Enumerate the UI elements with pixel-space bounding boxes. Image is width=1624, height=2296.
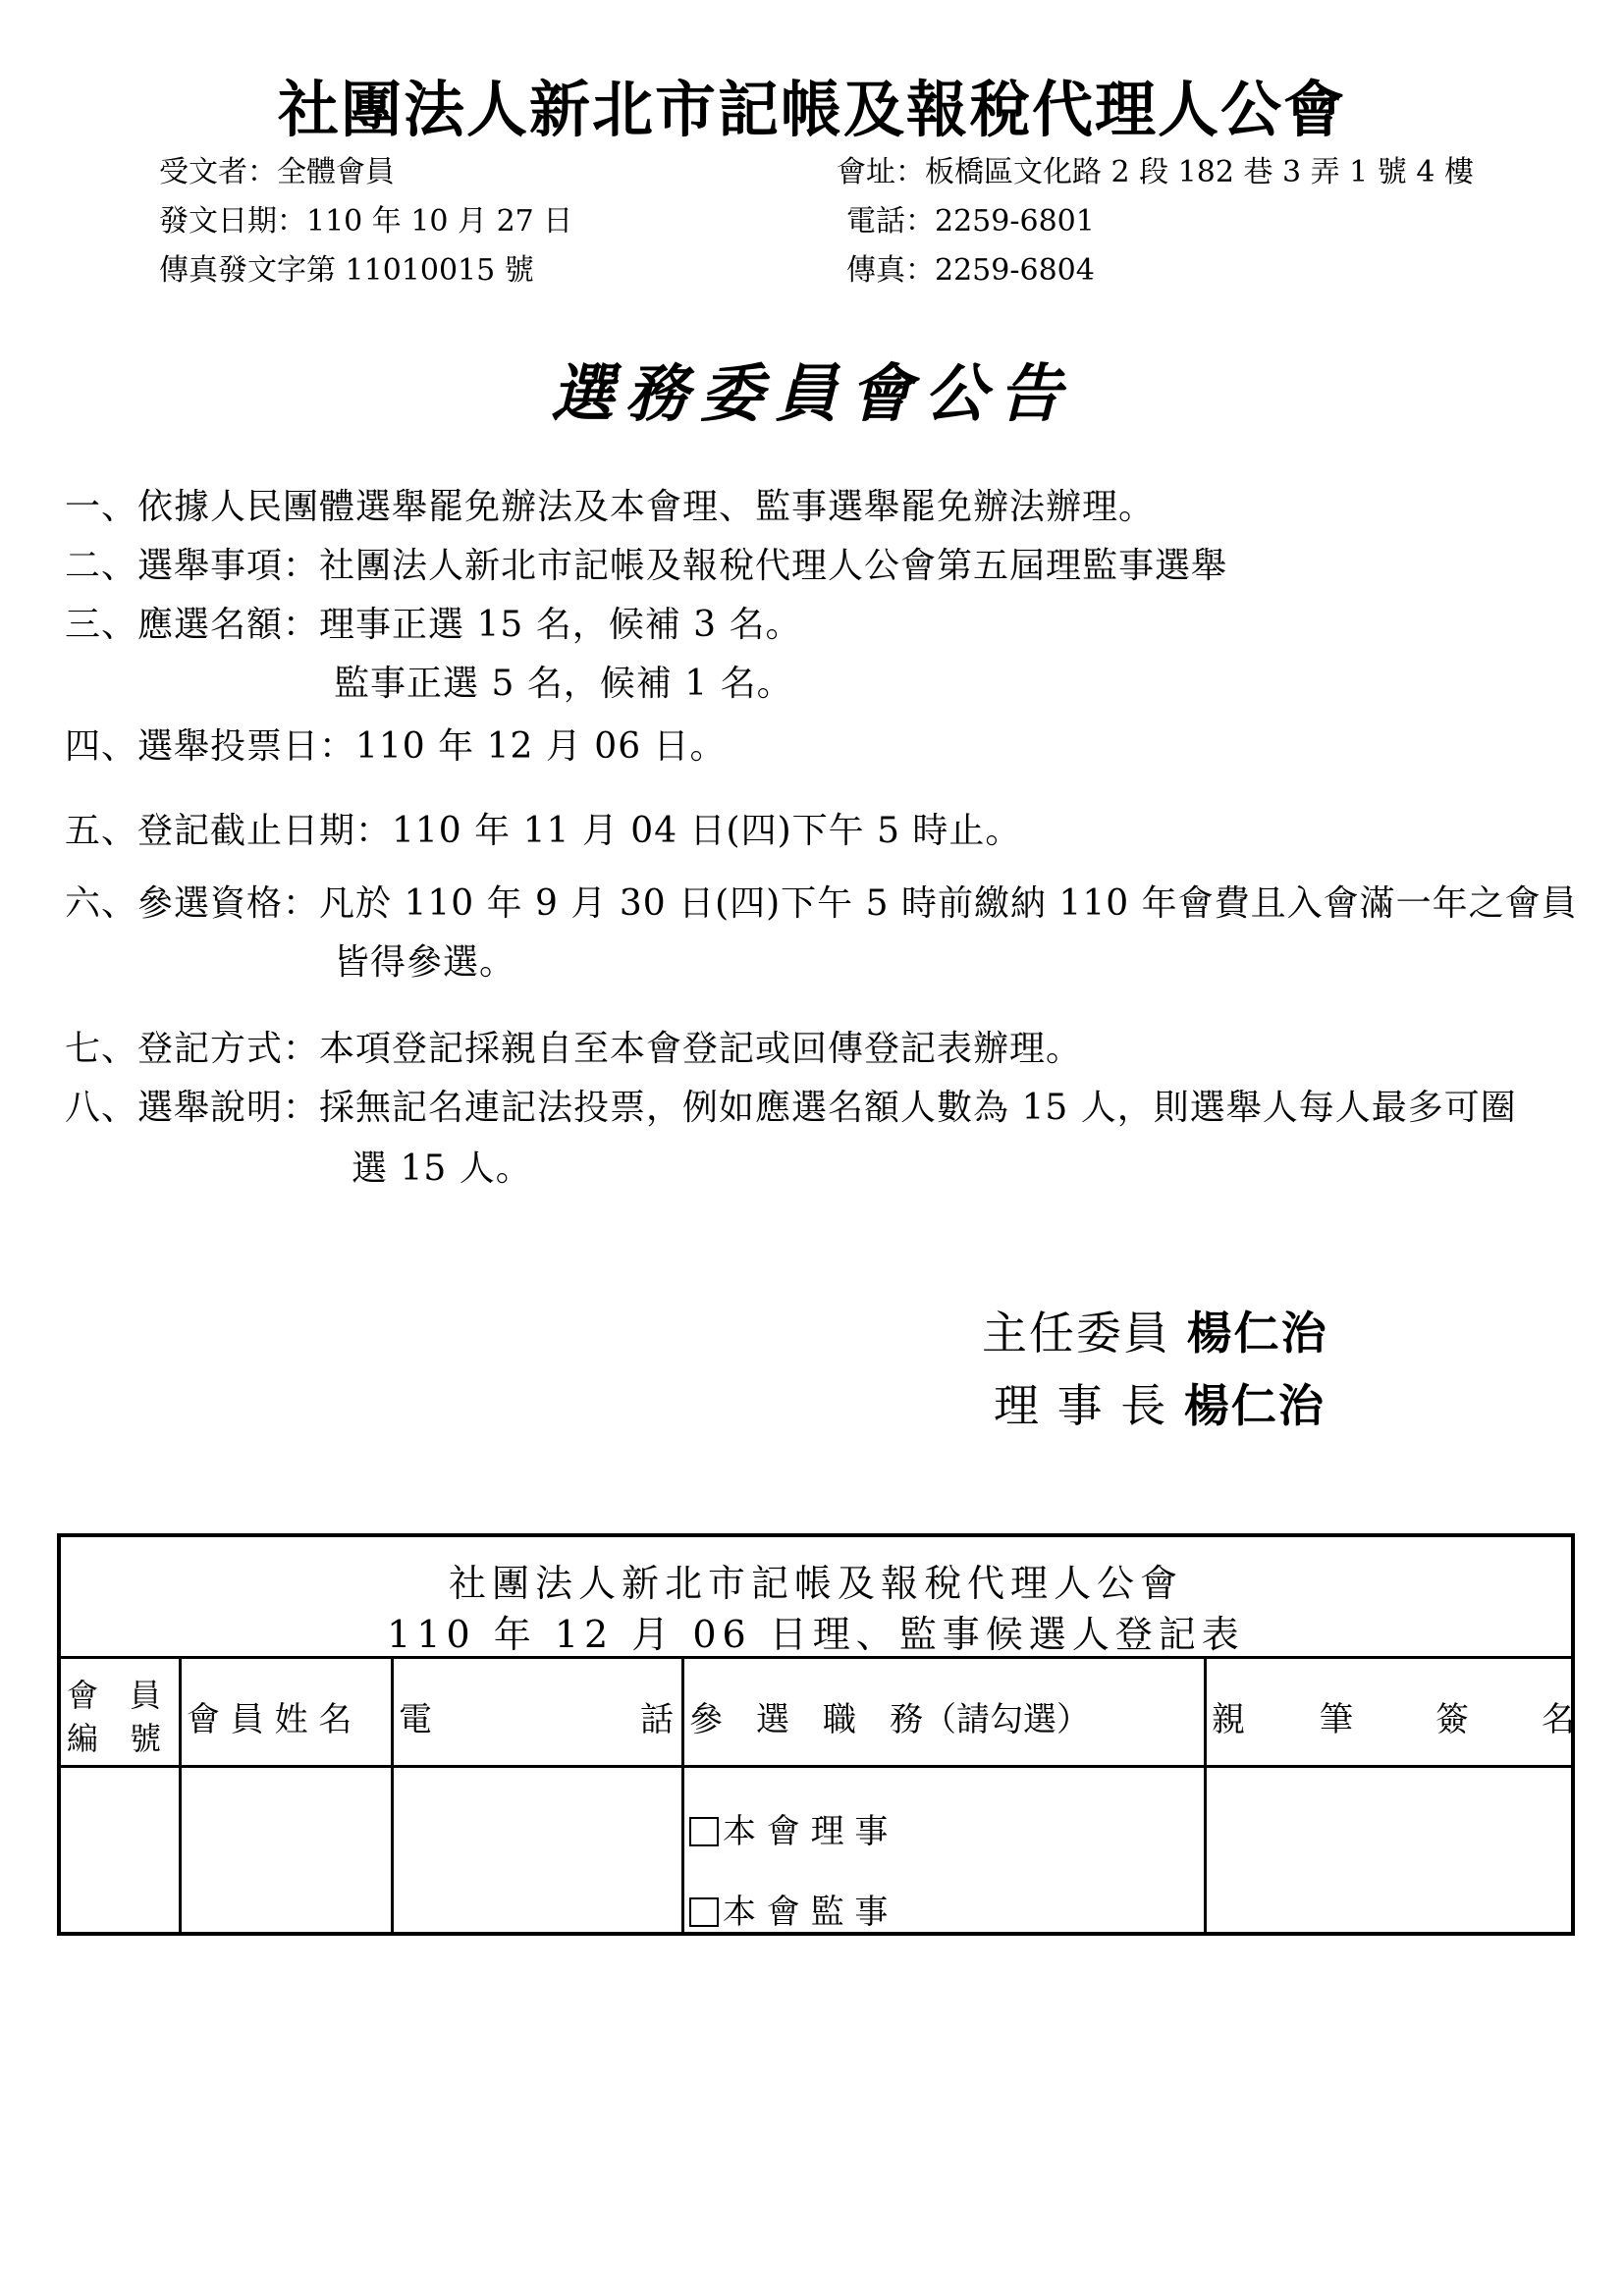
header-member-no-top: 會 員	[67, 1677, 162, 1714]
chair-title: 主任委員	[982, 1307, 1170, 1360]
president-signature	[994, 1370, 1326, 1435]
column-divider	[1204, 1659, 1207, 1932]
notice-item-8-cont: 選 15 人。	[352, 1148, 532, 1189]
phone: 電話：2259-6801	[846, 204, 1095, 239]
notice-item-2: 二、選舉事項：社團法人新北市記帳及報稅代理人公會第五屆理監事選舉	[65, 546, 1228, 586]
notice-item-3: 三、應選名額：理事正選 15 名，候補 3 名。	[65, 605, 802, 645]
header-phone-left: 電	[399, 1700, 432, 1739]
form-title-line-2: 110 年 12 月 06 日理、監事候選人登記表	[387, 1613, 1245, 1656]
notice-item-6-cont: 皆得參選。	[334, 942, 516, 983]
president-name: 楊仁治	[1183, 1379, 1326, 1432]
option-director-label: 本 會 理 事	[723, 1812, 889, 1851]
chair-signature	[982, 1298, 1328, 1362]
notice-item-6: 六、參選資格：凡於 110 年 9 月 30 日(四)下午 5 時前繳納 110 年會費且入會滿一年之會員	[65, 883, 1578, 924]
header-signature-2: 筆	[1320, 1700, 1353, 1739]
supervisor-checkbox[interactable]	[689, 1897, 719, 1927]
notice-item-5: 五、登記截止日期：110 年 11 月 04 日(四)下午 5 時止。	[65, 811, 1022, 851]
column-divider	[681, 1659, 684, 1932]
column-divider	[179, 1659, 182, 1932]
column-divider	[391, 1659, 394, 1932]
header-signature-1: 親	[1212, 1700, 1245, 1739]
header-position: 參 選 職 務（請勾選）	[689, 1700, 1090, 1739]
option-director[interactable]	[689, 1804, 888, 1852]
header-signature-3: 簽	[1435, 1700, 1469, 1739]
header-member-no-bottom: 編 號	[67, 1720, 162, 1757]
header-row-divider	[61, 1765, 1571, 1768]
fax: 傳真：2259-6804	[846, 253, 1095, 288]
option-supervisor-label: 本 會 監 事	[723, 1893, 889, 1932]
director-checkbox[interactable]	[689, 1817, 719, 1846]
chair-name: 楊仁治	[1186, 1307, 1328, 1360]
notice-item-3-cont: 監事正選 5 名，候補 1 名。	[334, 664, 793, 704]
form-header	[61, 1537, 1571, 1659]
org-title: 社團法人新北市記帳及報稅代理人公會	[277, 74, 1346, 145]
header-member-name: 會 員 姓 名	[187, 1700, 352, 1739]
notice-item-8: 八、選舉說明：採無記名連記法投票，例如應選名額人數為 15 人，則選舉人每人最多可圈	[65, 1088, 1517, 1128]
notice-item-1: 一、依據人民團體選舉罷免辦法及本會理、監事選舉罷免辦法辦理。	[65, 487, 1156, 527]
form-title-line-1: 社團法人新北市記帳及報稅代理人公會	[448, 1562, 1183, 1605]
notice-title: 選務委員會公告	[551, 357, 1073, 431]
option-supervisor[interactable]	[689, 1885, 888, 1933]
address: 會址：板橋區文化路 2 段 182 巷 3 弄 1 號 4 樓	[837, 155, 1474, 189]
document-number: 傳真發文字第 11010015 號	[159, 253, 534, 288]
issue-date: 發文日期：110 年 10 月 27 日	[159, 204, 573, 239]
recipient: 受文者：全體會員	[159, 155, 395, 189]
header-phone-right: 話	[640, 1700, 674, 1739]
candidate-registration-form	[57, 1533, 1575, 1936]
header-signature-4: 名	[1542, 1700, 1575, 1739]
notice-item-7: 七、登記方式：本項登記採親自至本會登記或回傳登記表辦理。	[65, 1029, 1083, 1069]
notice-item-4: 四、選舉投票日：110 年 12 月 06 日。	[65, 726, 727, 767]
president-title: 理 事 長	[994, 1379, 1168, 1432]
